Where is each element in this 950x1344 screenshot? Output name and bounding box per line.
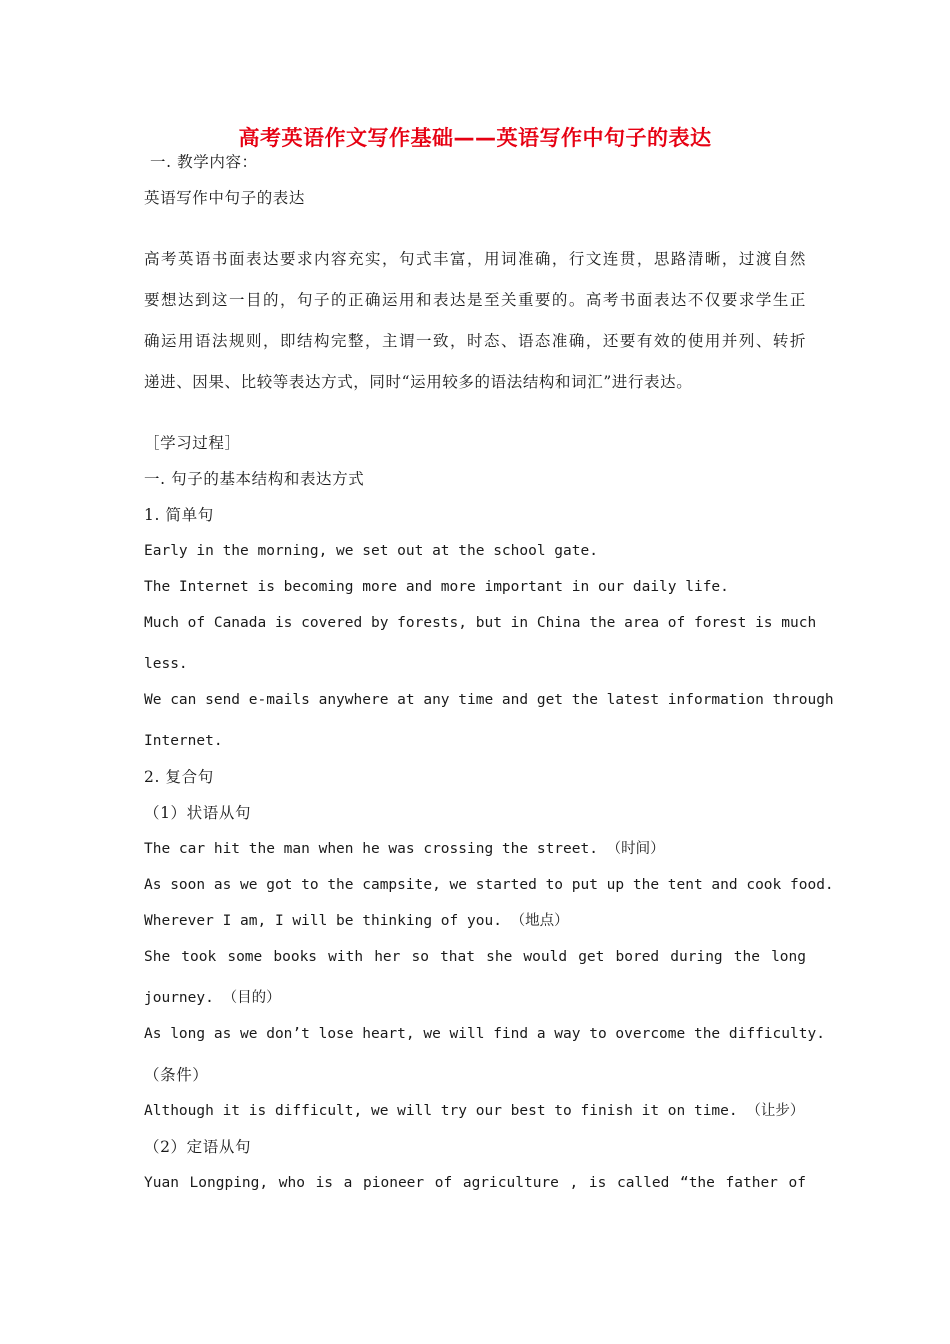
complex-sentence-heading: 2. 复合句 — [144, 768, 214, 786]
intro-line: 高考英语书面表达要求内容充实，句式丰富，用词准确，行文连贯，思路清晰，过渡自然 — [144, 250, 806, 268]
example-sentence: As soon as we got to the campsite, we started to put up the tent and cook food. — [144, 877, 834, 893]
part-heading: 一. 句子的基本结构和表达方式 — [144, 470, 365, 488]
example-sentence: Although it is difficult, we will try our best to finish it on time. （让步） — [144, 1103, 805, 1119]
example-sentence: The Internet is becoming more and more important in our daily life. — [144, 579, 729, 595]
attributive-clause-heading: （2）定语从句 — [144, 1138, 252, 1156]
example-sentence: As long as we don’t lose heart, we will find a way to overcome the difficulty. — [144, 1026, 825, 1042]
example-sentence: Yuan Longping, who is a pioneer of agriculture , is called “the father of — [144, 1175, 806, 1191]
example-sentence: She took some books with her so that she would get bored during the long — [144, 949, 806, 965]
example-sentence: Internet. — [144, 733, 223, 749]
example-sentence: The car hit the man when he was crossing the street. （时间） — [144, 841, 665, 857]
example-sentence: Much of Canada is covered by forests, but in China the area of forest is much — [144, 615, 817, 631]
intro-line: 确运用语法规则，即结构完整，主谓一致，时态、语态准确，还要有效的使用并列、转折 — [144, 332, 806, 350]
example-sentence: We can send e-mails anywhere at any time and get the latest information through — [144, 692, 834, 708]
intro-line: 递进、因果、比较等表达方式，同时“运用较多的语法结构和词汇”进行表达。 — [144, 373, 693, 391]
simple-sentence-heading: 1. 简单句 — [144, 506, 214, 524]
example-sentence: Wherever I am, I will be thinking of you. （地点） — [144, 913, 569, 929]
example-sentence: Early in the morning, we set out at the school gate. — [144, 543, 598, 559]
section-body-content: 英语写作中句子的表达 — [144, 189, 306, 207]
intro-line: 要想达到这一目的，句子的正确运用和表达是至关重要的。高考书面表达不仅要求学生正 — [144, 291, 806, 309]
example-sentence: journey. （目的） — [144, 990, 281, 1006]
process-heading: ［学习过程］ — [144, 434, 241, 452]
document-title: 高考英语作文写作基础——英语写作中句子的表达 — [238, 126, 712, 150]
section-heading-content: 一. 教学内容： — [150, 153, 258, 171]
example-sentence: less. — [144, 656, 188, 672]
adverbial-clause-heading: （1）状语从句 — [144, 804, 252, 822]
example-sentence-note: （条件） — [144, 1066, 209, 1084]
